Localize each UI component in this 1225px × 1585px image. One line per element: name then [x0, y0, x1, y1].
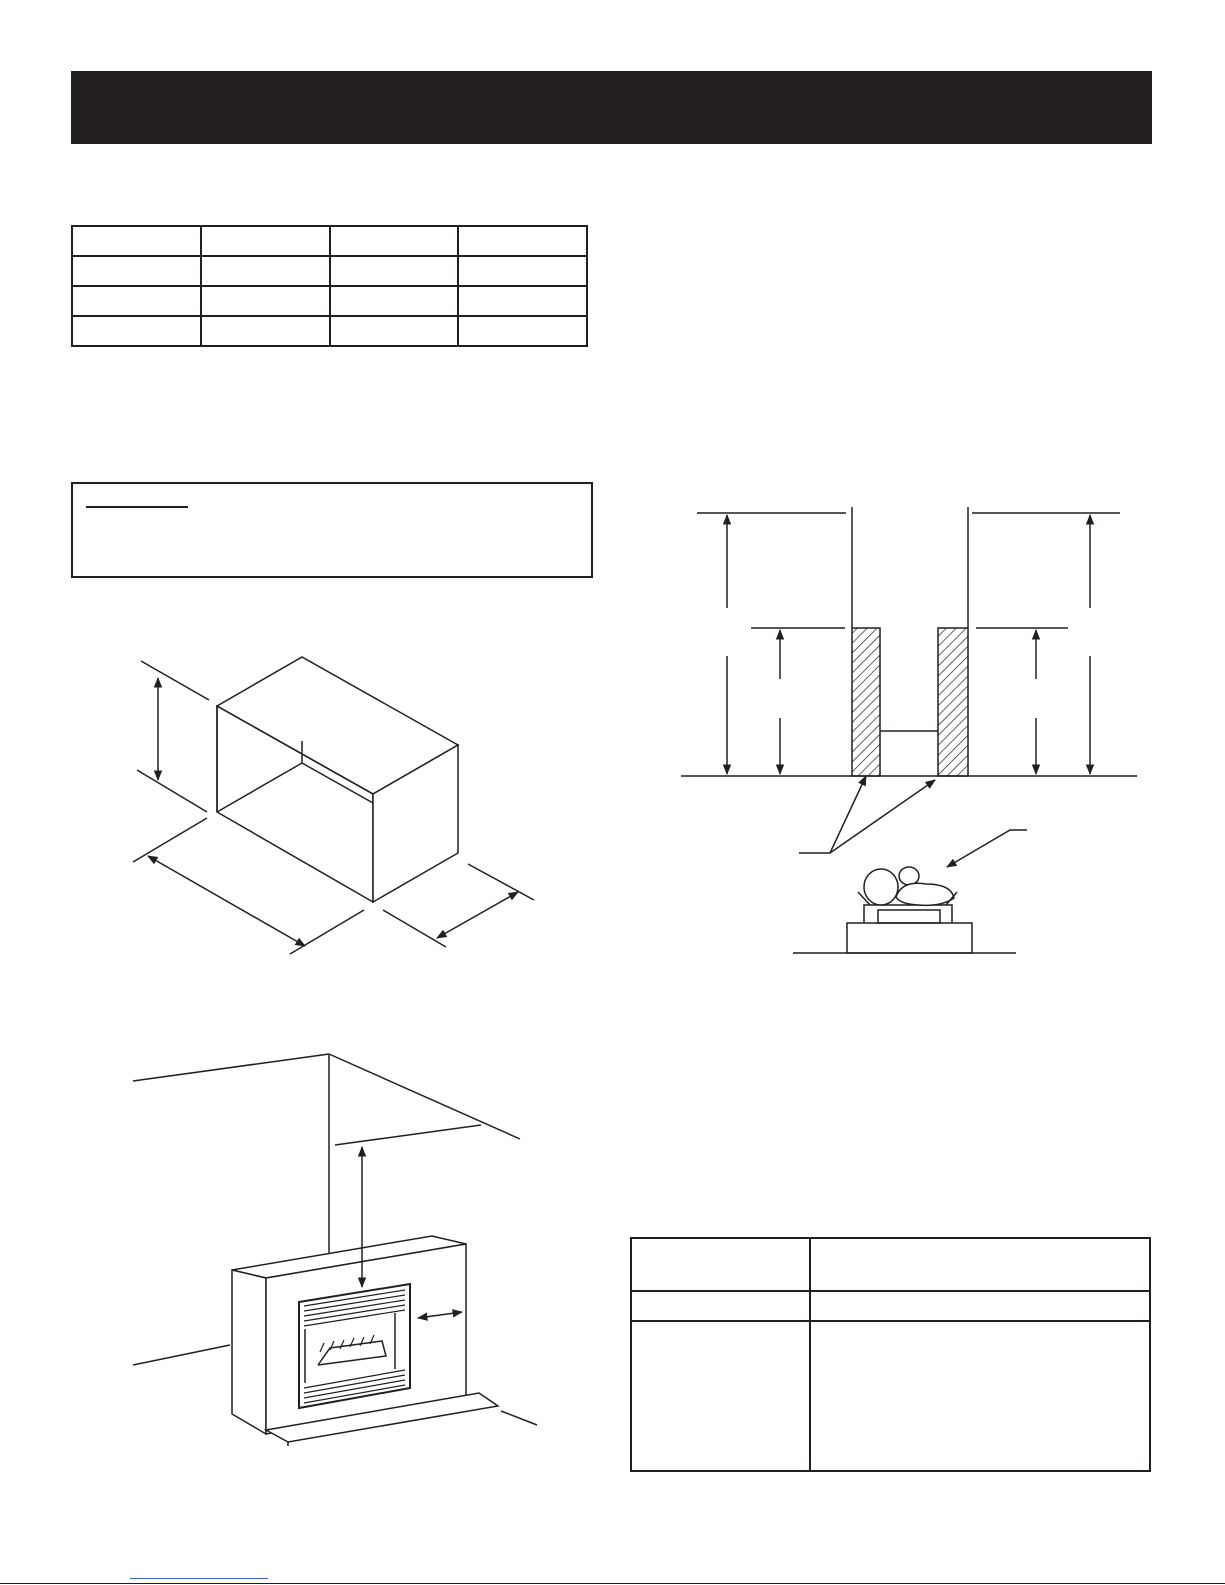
firebox-dimension-diagram [133, 657, 534, 954]
bottom-rule [0, 1583, 1225, 1584]
footer-link-underline [130, 1578, 268, 1579]
clearance-elevation-diagram [681, 507, 1137, 953]
fireplace-installation-diagram [133, 1054, 537, 1446]
